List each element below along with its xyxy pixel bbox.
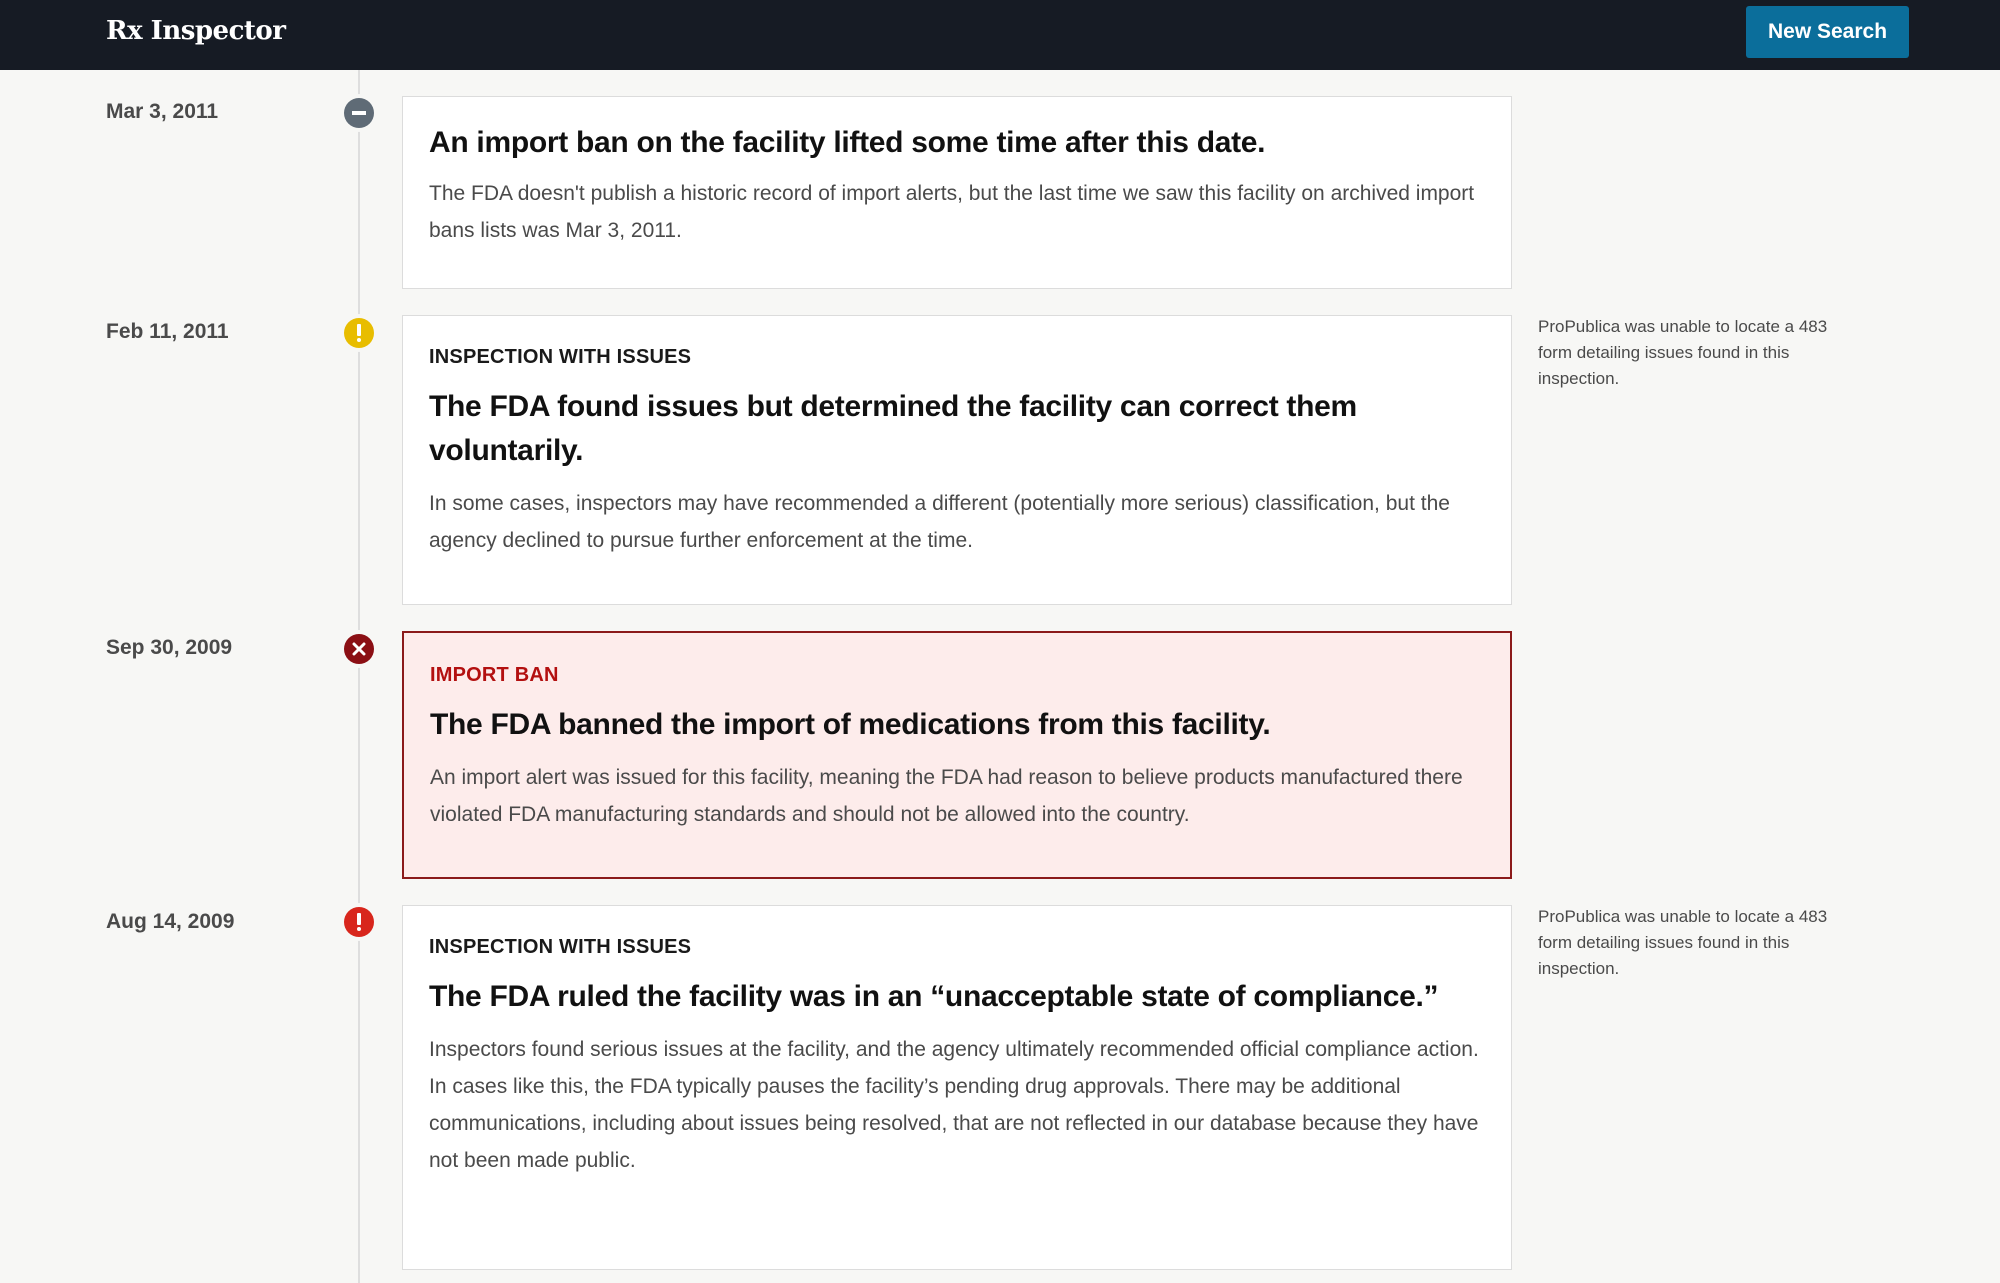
event-description: The FDA doesn't publish a historic record of import alerts, but the last time we saw this facility on archived import bans lists was Mar 3, 2011. [429, 182, 1475, 242]
event-card [402, 905, 1512, 1270]
event-category-label: INSPECTION WITH ISSUES [429, 346, 692, 368]
event-category-label: IMPORT BAN [430, 664, 559, 686]
exclamation-icon [344, 907, 374, 937]
event-date: Feb 11, 2011 [106, 320, 229, 343]
missing-483-note: ProPublica was unable to locate a 483 form detailing issues found in this inspection. [1538, 317, 1828, 388]
event-headline: An import ban on the facility lifted some time after this date. [429, 126, 1266, 159]
event-description: An import alert was issued for this facility, meaning the FDA had reason to believe products manufactured there violated FDA manufacturing standards and should not be allowed into the country. [430, 766, 1463, 826]
timeline-line [358, 70, 360, 1283]
event-headline: The FDA found issues but determined the facility can correct them voluntarily. [429, 390, 1357, 467]
event-category-label: INSPECTION WITH ISSUES [429, 936, 692, 958]
missing-483-note: ProPublica was unable to locate a 483 form detailing issues found in this inspection. [1538, 907, 1828, 978]
exclamation-icon [344, 318, 374, 348]
import-ban-card [402, 631, 1512, 879]
event-card [402, 96, 1512, 289]
event-date: Aug 14, 2009 [106, 910, 235, 933]
event-date: Sep 30, 2009 [106, 636, 233, 659]
x-icon [344, 634, 374, 664]
minus-icon [344, 98, 374, 128]
new-search-button[interactable]: New Search [1746, 6, 1909, 58]
event-date: Mar 3, 2011 [106, 100, 219, 123]
event-card [402, 315, 1512, 605]
event-description: Inspectors found serious issues at the facility, and the agency ultimately recommended official compliance action. In cases like this, the FDA typically pauses the facility’s pending drug approvals. There may be additional communications, including about issues being resolved, that are not reflected in our database because they have not been made public. [429, 1038, 1479, 1172]
top-navigation-bar [0, 0, 2000, 70]
event-headline: The FDA banned the import of medications from this facility. [430, 708, 1271, 741]
event-description: In some cases, inspectors may have recommended a different (potentially more serious) classification, but the agency declined to pursue further enforcement at the time. [429, 492, 1450, 552]
brand-logo[interactable]: Rx Inspector [106, 16, 286, 46]
event-headline: The FDA ruled the facility was in an “unacceptable state of compliance.” [429, 980, 1439, 1013]
